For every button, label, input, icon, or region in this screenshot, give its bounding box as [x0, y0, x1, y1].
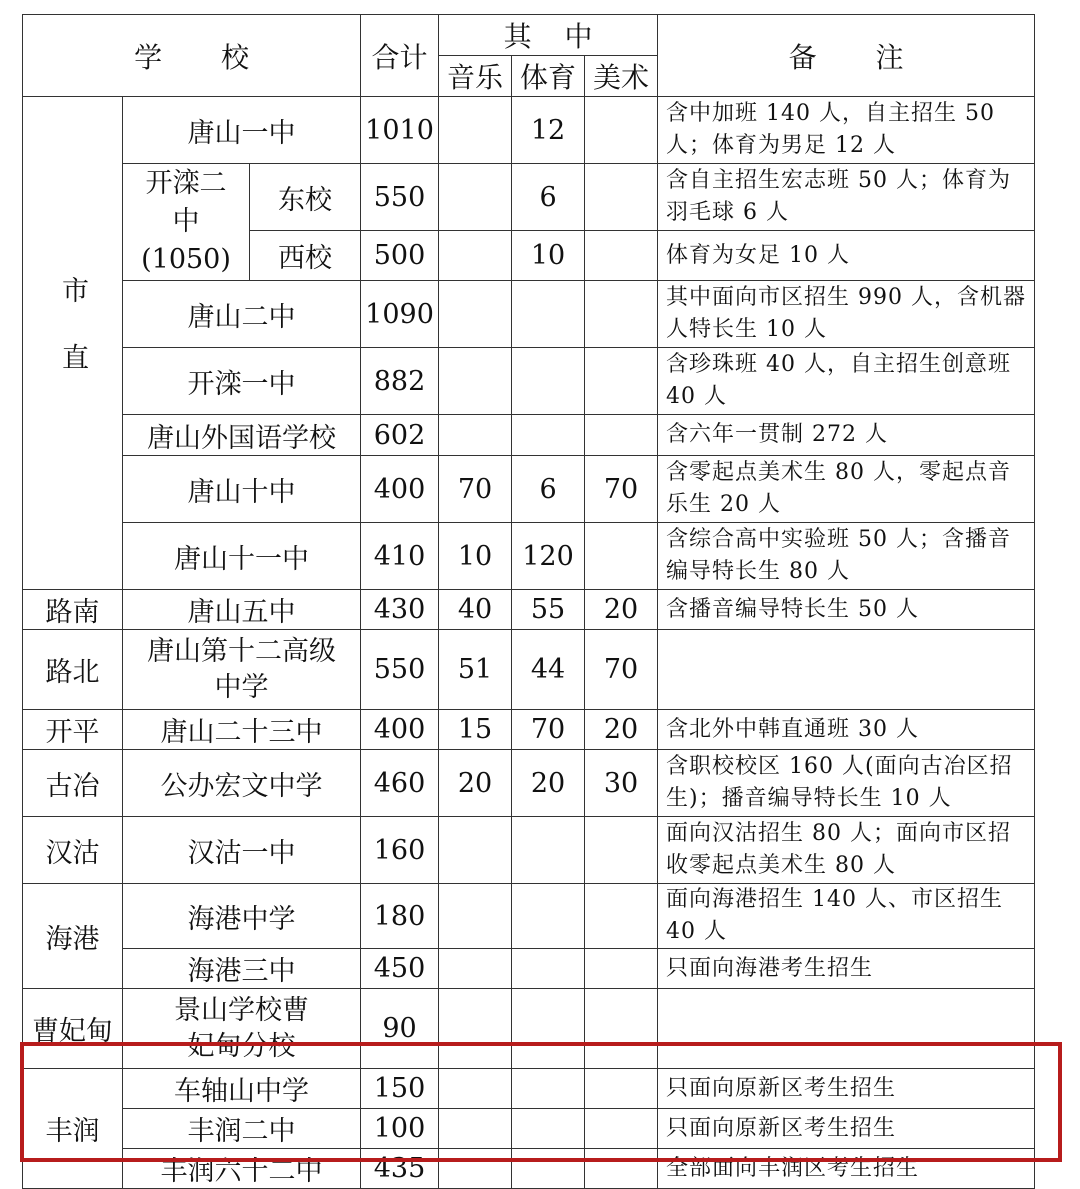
music-cell: 70 [439, 456, 512, 523]
district-kaiping: 开平 [23, 710, 123, 750]
music-cell [439, 415, 512, 456]
header-art: 美术 [585, 56, 658, 97]
school-name: 唐山五中 [123, 590, 361, 630]
music-cell [439, 348, 512, 415]
music-cell [439, 1149, 512, 1189]
music-cell [439, 281, 512, 348]
header-school: 学 校 [23, 15, 361, 97]
table-row [23, 523, 1035, 590]
total-cell: 180 [361, 884, 439, 949]
art-cell [585, 817, 658, 884]
pe-cell: 70 [512, 710, 585, 750]
music-cell [439, 97, 512, 164]
art-cell [585, 164, 658, 231]
school-name: 开滦一中 [123, 348, 361, 415]
note-cell: 含六年一贯制 272 人 [658, 415, 1035, 456]
pe-cell: 12 [512, 97, 585, 164]
school-name: 唐山一中 [123, 97, 361, 164]
total-cell: 430 [361, 590, 439, 630]
total-cell: 100 [361, 1109, 439, 1149]
total-cell: 410 [361, 523, 439, 590]
header-row [23, 15, 1035, 56]
art-cell [585, 348, 658, 415]
district-fengrun: 丰润 [23, 1069, 123, 1189]
pe-cell [512, 1149, 585, 1189]
note-cell: 面向海港招生 140 人、市区招生 40 人 [658, 884, 1035, 949]
table-row [23, 348, 1035, 415]
total-cell: 460 [361, 750, 439, 817]
art-cell [585, 989, 658, 1069]
art-cell: 70 [585, 630, 658, 710]
music-cell [439, 949, 512, 989]
pe-cell: 120 [512, 523, 585, 590]
pe-cell [512, 989, 585, 1069]
campus-name: 西校 [250, 231, 361, 281]
school-name: 海港三中 [123, 949, 361, 989]
note-cell: 含中加班 140 人，自主招生 50 人；体育为男足 12 人 [658, 97, 1035, 164]
district-lunan: 路南 [23, 590, 123, 630]
note-cell [658, 630, 1035, 710]
table-row [23, 1109, 1035, 1149]
table-row [23, 1069, 1035, 1109]
art-cell [585, 281, 658, 348]
pe-cell: 10 [512, 231, 585, 281]
music-cell: 10 [439, 523, 512, 590]
table-row [23, 590, 1035, 630]
table-row [23, 710, 1035, 750]
total-cell: 550 [361, 164, 439, 231]
school-name: 唐山外国语学校 [123, 415, 361, 456]
note-cell: 含北外中韩直通班 30 人 [658, 710, 1035, 750]
pe-cell [512, 348, 585, 415]
art-cell: 30 [585, 750, 658, 817]
total-cell: 400 [361, 456, 439, 523]
music-cell: 20 [439, 750, 512, 817]
pe-cell [512, 884, 585, 949]
music-cell: 15 [439, 710, 512, 750]
header-remarks: 备 注 [658, 15, 1035, 97]
total-cell: 1010 [361, 97, 439, 164]
note-cell: 面向汉沽招生 80 人；面向市区招收零起点美术生 80 人 [658, 817, 1035, 884]
school-name: 唐山第十二高级中学 [123, 630, 361, 710]
table-row [23, 97, 1035, 164]
table-row [23, 164, 1035, 231]
note-cell: 只面向原新区考生招生 [658, 1109, 1035, 1149]
school-name: 车轴山中学 [123, 1069, 361, 1109]
art-cell [585, 523, 658, 590]
note-cell [658, 989, 1035, 1069]
note-cell: 含零起点美术生 80 人，零起点音乐生 20 人 [658, 456, 1035, 523]
table-row [23, 884, 1035, 949]
note-cell: 含播音编导特长生 50 人 [658, 590, 1035, 630]
district-label: 市直 [57, 276, 88, 410]
table-row [23, 630, 1035, 710]
table-row [23, 1149, 1035, 1189]
school-name: 公办宏文中学 [123, 750, 361, 817]
pe-cell: 20 [512, 750, 585, 817]
pe-cell [512, 415, 585, 456]
table-row [23, 415, 1035, 456]
note-cell: 含珍珠班 40 人，自主招生创意班 40 人 [658, 348, 1035, 415]
music-cell [439, 164, 512, 231]
campus-name: 东校 [250, 164, 361, 231]
art-cell [585, 949, 658, 989]
art-cell [585, 1149, 658, 1189]
note-cell: 其中面向市区招生 990 人，含机器人特长生 10 人 [658, 281, 1035, 348]
district-hangu: 汉沽 [23, 817, 123, 884]
table-row [23, 949, 1035, 989]
pe-cell [512, 1109, 585, 1149]
school-name: 丰润二中 [123, 1109, 361, 1149]
school-name: 唐山十一中 [123, 523, 361, 590]
note-cell: 全部面向丰润区考生招生 [658, 1149, 1035, 1189]
pe-cell [512, 281, 585, 348]
art-cell [585, 415, 658, 456]
pe-cell: 6 [512, 164, 585, 231]
music-cell: 40 [439, 590, 512, 630]
table-row [23, 456, 1035, 523]
art-cell: 20 [585, 590, 658, 630]
enrollment-table [22, 14, 1035, 1189]
school-name: 唐山二十三中 [123, 710, 361, 750]
pe-cell [512, 817, 585, 884]
total-cell: 500 [361, 231, 439, 281]
note-cell: 只面向原新区考生招生 [658, 1069, 1035, 1109]
art-cell [585, 884, 658, 949]
school-name: 丰润六十二中 [123, 1149, 361, 1189]
district-haigang: 海港 [23, 884, 123, 989]
school-name: 唐山十中 [123, 456, 361, 523]
table-row [23, 750, 1035, 817]
music-cell [439, 817, 512, 884]
district-lubei: 路北 [23, 630, 123, 710]
note-cell: 含自主招生宏志班 50 人；体育为羽毛球 6 人 [658, 164, 1035, 231]
district-guye: 古冶 [23, 750, 123, 817]
music-cell [439, 989, 512, 1069]
header-pe: 体育 [512, 56, 585, 97]
school-name: 开滦二中(1050) [123, 164, 250, 281]
school-name: 汉沽一中 [123, 817, 361, 884]
pe-cell [512, 1069, 585, 1109]
art-cell: 20 [585, 710, 658, 750]
district-caofeidian: 曹妃甸 [23, 989, 123, 1069]
note-cell: 体育为女足 10 人 [658, 231, 1035, 281]
total-cell: 160 [361, 817, 439, 884]
total-cell: 550 [361, 630, 439, 710]
music-cell: 51 [439, 630, 512, 710]
table-row [23, 817, 1035, 884]
total-cell: 90 [361, 989, 439, 1069]
total-cell: 400 [361, 710, 439, 750]
art-cell [585, 1109, 658, 1149]
school-name: 唐山二中 [123, 281, 361, 348]
note-cell: 含职校校区 160 人(面向古冶区招生)；播音编导特长生 10 人 [658, 750, 1035, 817]
total-cell: 602 [361, 415, 439, 456]
art-cell: 70 [585, 456, 658, 523]
pe-cell: 44 [512, 630, 585, 710]
school-name: 海港中学 [123, 884, 361, 949]
total-cell: 1090 [361, 281, 439, 348]
art-cell [585, 97, 658, 164]
table-row [23, 989, 1035, 1069]
note-cell: 只面向海港考生招生 [658, 949, 1035, 989]
district-shizhi [23, 97, 123, 590]
music-cell [439, 231, 512, 281]
total-cell: 882 [361, 348, 439, 415]
music-cell [439, 884, 512, 949]
total-cell: 450 [361, 949, 439, 989]
music-cell [439, 1109, 512, 1149]
header-of-which: 其 中 [439, 15, 658, 56]
total-cell: 435 [361, 1149, 439, 1189]
pe-cell: 55 [512, 590, 585, 630]
pe-cell [512, 949, 585, 989]
table-row [23, 281, 1035, 348]
total-cell: 150 [361, 1069, 439, 1109]
art-cell [585, 231, 658, 281]
art-cell [585, 1069, 658, 1109]
note-cell: 含综合高中实验班 50 人；含播音编导特长生 80 人 [658, 523, 1035, 590]
music-cell [439, 1069, 512, 1109]
pe-cell: 6 [512, 456, 585, 523]
header-music: 音乐 [439, 56, 512, 97]
header-total: 合计 [361, 15, 439, 97]
school-name: 景山学校曹妃甸分校 [123, 989, 361, 1069]
